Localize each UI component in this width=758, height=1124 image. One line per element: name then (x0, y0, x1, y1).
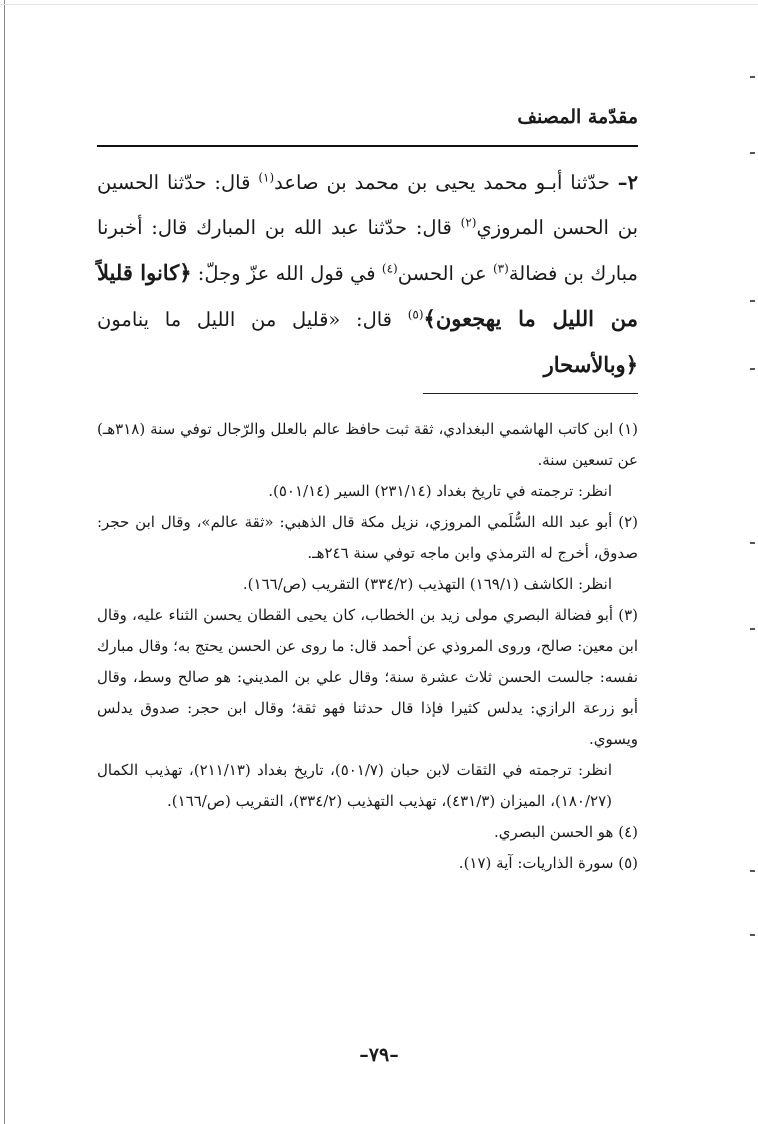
footnote-4 (97, 817, 638, 848)
scan-edge-mark (750, 300, 755, 302)
footnote-text: أبو فضالة البصري مولى زيد بن الخطاب، كان يحيى القطان يحسن الثناء عليه، وقال ابن معين: صالح، وروى المروذي عن أحمد قال: ما روى عن الحسن يحتج به؛ وقال مبارك نفسه: جالست الحسن ثلاث عشرة سنة؛ وقال علي بن المديني: هو صالح وسط، وقال أبو زرعة الرازي: يدلس كثيرا فإذا قال حدثنا فهو ثقة؛ وقال ابن حجر: صدوق يدلس ويسوي. (97, 606, 638, 748)
scan-border-top (0, 4, 758, 5)
hadith-paragraph (97, 160, 638, 388)
scan-edge-mark (750, 76, 755, 78)
footnote-text: سورة الذاريات: آية (١٧). (458, 854, 619, 872)
scan-edge-mark (750, 152, 755, 154)
quran-verse: ﴿وبالأسحار (543, 352, 638, 377)
footnote-number: (٤) (618, 823, 638, 841)
footnote-sources: انظر: ترجمته في الثقات لابن حبان (٥٠١/٧)، تاريخ بغداد (٢١١/١٣)، تهذيب الكمال (١٨٠/٢٧)، الميزان (٤٣١/٣)، تهذيب التهذيب (٣٣٤/٢)، التقريب (ص/١٦٦). (97, 761, 613, 810)
header-rule (97, 145, 638, 147)
hadith-number: ٢– (617, 171, 638, 194)
footnote-5 (97, 848, 638, 879)
footnote-1 (97, 414, 638, 507)
footnote-text: هو الحسن البصري. (493, 823, 619, 841)
hadith-text-segment: عن الحسن (397, 262, 493, 285)
hadith-text-segment: قال: حدّثنا الحسين بن الحسن المروزي (97, 171, 639, 239)
footnote-sources: انظر: ترجمته في تاريخ بغداد (٢٣١/١٤) السير (٥٠١/١٤). (268, 482, 612, 500)
footnote-text: ابن كاتب الهاشمي البغدادي، ثقة ثبت حافظ عالم بالعلل والرّجال توفي سنة (٣١٨هـ) عن تسعين سنة. (97, 420, 638, 469)
hadith-text-segment: حدّثنا أبـو محمد يحيى بن محمد بن صاعد (274, 171, 618, 194)
footnote-3 (97, 600, 638, 817)
page-number: –٧٩– (359, 1044, 399, 1066)
footnote-text: أبو عبد الله السُّلَمي المروزي، نزيل مكة قال الذهبي: «ثقة عالم»، وقال ابن حجر: صدوق، أخرج له الترمذي وابن ماجه توفي سنة ٢٤٦هـ. (97, 513, 638, 562)
scan-edge-mark (750, 628, 755, 630)
footnotes-section (97, 414, 638, 879)
hadith-text-segment: قال: «قليل من الليل ما ينامون (97, 308, 408, 331)
hadith-text-segment: في قول الله عزّ وجلّ: (191, 262, 382, 285)
footnote-number: (١) (618, 420, 638, 438)
scan-edge-mark (750, 934, 755, 936)
footnote-body (97, 507, 638, 569)
footnote-number: (٥) (618, 854, 638, 872)
quran-verse: ﴿كانوا قليلاً من الليل ما يهجعون﴾ (97, 260, 638, 331)
footnote-ref-2[interactable]: (٢) (460, 215, 477, 230)
footnote-body (97, 848, 638, 879)
footnote-ref-1[interactable]: (١) (258, 170, 275, 185)
scan-edge-mark (750, 542, 755, 544)
footnote-body (97, 817, 638, 848)
hadith-text-segment: قال: حدّثنا عبد الله بن المبارك قال: أخبرنا مبارك بن فضالة (97, 216, 639, 285)
footnote-2 (97, 507, 638, 600)
footnote-number: (٣) (618, 606, 638, 624)
footnote-body (97, 414, 638, 476)
scan-edge-mark (750, 368, 755, 370)
footnote-separator (423, 393, 638, 394)
footnote-number: (٢) (618, 513, 638, 531)
running-header-title: مقدّمة المصنف (517, 106, 638, 128)
footnote-ref-4[interactable]: (٤) (381, 261, 398, 276)
scan-border-left (4, 0, 5, 1124)
footnote-ref-5[interactable]: (٥) (407, 307, 424, 322)
footnote-body (97, 600, 638, 755)
scan-edge-mark (750, 870, 755, 872)
footnote-ref-3[interactable]: (٣) (492, 261, 509, 276)
footnote-sources: انظر: الكاشف (١٦٩/١) التهذيب (٣٣٤/٢) التقريب (ص/١٦٦). (242, 575, 612, 593)
